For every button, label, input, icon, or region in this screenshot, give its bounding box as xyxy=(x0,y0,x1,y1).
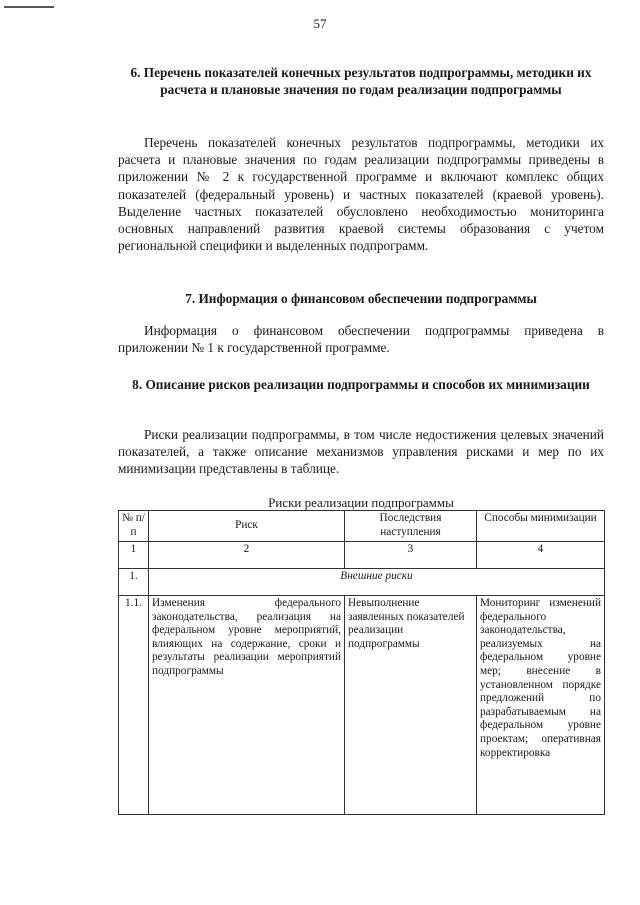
header-consequence: Последствия наступления xyxy=(345,511,477,542)
header-risk: Риск xyxy=(149,511,345,542)
mitigation-cell: Мониторинг изменений федерального законодательства, реализуемых на федеральном уровне мер; внесение в установленном порядке предложений по разрабатываемым на федеральном уровне проектам; оперативная корректировка xyxy=(477,596,605,815)
risks-table xyxy=(118,510,605,815)
table-title: Риски реализации подпрограммы xyxy=(268,495,454,510)
section-label: Внешние риски xyxy=(149,569,605,596)
section-7-body: Информация о финансовом обеспечении подпрограммы приведена в приложении № 1 к государственной программе. xyxy=(118,323,604,356)
section-6-title: 6. Перечень показателей конечных результатов подпрограммы, методики их расчета и плановые значения по годам реализации подпрограммы xyxy=(130,65,592,97)
consequence-cell: Невыполнение заявленных показателей реализации подпрограммы xyxy=(345,596,477,815)
table-header-row xyxy=(119,511,605,542)
section-6-body: Перечень показателей конечных результатов подпрограммы, методики их расчета и плановые значения по годам реализации подпрограммы приведены в приложении № 2 к государственной программе и включают комплекс общих показателей (федеральный уровень) и частных показателей (краевой уровень). Выделение частных показателей обусловлено необходимостью мониторинга основных направлений развития краевой системы образования с учетом региональной специфики и выделенных подпрограмм. xyxy=(118,135,604,254)
table-row xyxy=(119,596,605,815)
page-number: 57 xyxy=(313,16,327,31)
column-number-row xyxy=(119,542,605,569)
section-7-title: 7. Информация о финансовом обеспечении подпрограммы xyxy=(185,291,537,306)
column-number: 3 xyxy=(345,542,477,569)
column-number: 4 xyxy=(477,542,605,569)
section-8-title: 8. Описание рисков реализации подпрограммы и способов их минимизации xyxy=(132,377,590,392)
row-number: 1.1. xyxy=(119,596,149,815)
table-section-row xyxy=(119,569,605,596)
header-number: № п/п xyxy=(119,511,149,542)
header-mitigation: Способы минимизации xyxy=(477,511,605,542)
column-number: 2 xyxy=(149,542,345,569)
column-number: 1 xyxy=(119,542,149,569)
section-8-body: Риски реализации подпрограммы, в том числе недостижения целевых значений показателей, а также описание механизмов управления рисками и мер по их минимизации представлены в таблице. xyxy=(118,427,604,477)
section-number: 1. xyxy=(119,569,149,596)
corner-mark xyxy=(4,6,54,8)
risk-cell: Изменения федерального законодательства, реализация на федеральном уровне мероприятий, влияющих на содержание, сроки и результаты реализации мероприятий подпрограммы xyxy=(149,596,345,815)
